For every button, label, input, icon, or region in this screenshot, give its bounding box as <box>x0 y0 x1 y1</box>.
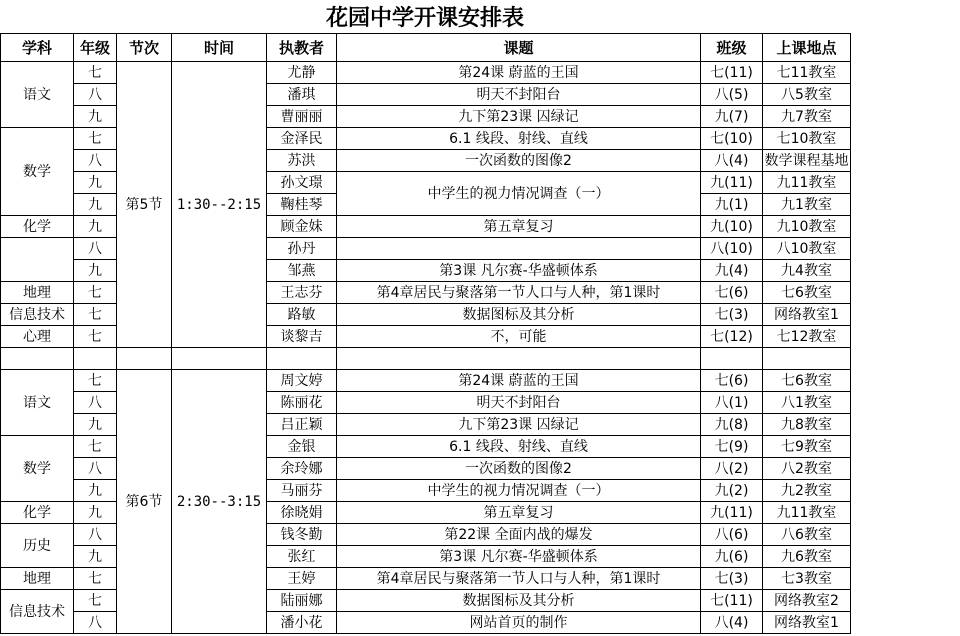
subject-cell-empty <box>1 238 74 282</box>
gap-cell <box>701 348 763 370</box>
teacher-cell: 苏洪 <box>267 150 337 172</box>
subject-cell: 地理 <box>1 282 74 304</box>
class-cell: 八(1) <box>701 392 763 414</box>
class-cell: 九(11) <box>701 502 763 524</box>
teacher-cell: 孙丹 <box>267 238 337 260</box>
gap-cell <box>172 348 267 370</box>
grade-cell: 九 <box>74 194 117 216</box>
teacher-cell: 谈黎吉 <box>267 326 337 348</box>
topic-cell: 第五章复习 <box>337 216 701 238</box>
class-cell: 七(6) <box>701 282 763 304</box>
grade-cell: 九 <box>74 480 117 502</box>
class-cell: 七(6) <box>701 370 763 392</box>
teacher-cell: 马丽芬 <box>267 480 337 502</box>
period-cell: 第6节 <box>117 370 172 634</box>
teacher-cell: 徐晓娟 <box>267 502 337 524</box>
gap-cell <box>117 348 172 370</box>
header-grade: 年级 <box>74 34 117 62</box>
room-cell: 七12教室 <box>763 326 851 348</box>
teacher-cell: 潘琪 <box>267 84 337 106</box>
teacher-cell: 陆丽娜 <box>267 590 337 612</box>
teacher-cell: 吕正颖 <box>267 414 337 436</box>
room-cell: 九10教室 <box>763 216 851 238</box>
grade-cell: 七 <box>74 282 117 304</box>
teacher-cell: 余玲娜 <box>267 458 337 480</box>
topic-cell <box>337 238 701 260</box>
header-teacher: 执教者 <box>267 34 337 62</box>
room-cell: 八5教室 <box>763 84 851 106</box>
topic-cell: 不，可能 <box>337 326 701 348</box>
grade-cell: 九 <box>74 546 117 568</box>
topic-cell: 九下第23课 囚绿记 <box>337 414 701 436</box>
room-cell: 九2教室 <box>763 480 851 502</box>
grade-cell: 九 <box>74 260 117 282</box>
grade-cell: 七 <box>74 568 117 590</box>
header-row <box>1 34 851 62</box>
subject-cell: 心理 <box>1 326 74 348</box>
teacher-cell: 王志芬 <box>267 282 337 304</box>
teacher-cell: 鞠桂琴 <box>267 194 337 216</box>
room-cell: 九4教室 <box>763 260 851 282</box>
class-cell: 八(6) <box>701 524 763 546</box>
subject-cell: 化学 <box>1 502 74 524</box>
class-cell: 七(3) <box>701 568 763 590</box>
gap-cell <box>74 348 117 370</box>
topic-cell: 第24课 蔚蓝的王国 <box>337 370 701 392</box>
class-cell: 九(11) <box>701 172 763 194</box>
room-cell: 九7教室 <box>763 106 851 128</box>
grade-cell: 九 <box>74 172 117 194</box>
page-title: 花园中学开课安排表 <box>325 5 524 31</box>
time-cell: 1:30--2:15 <box>172 62 267 348</box>
gap-cell <box>763 348 851 370</box>
subject-cell: 数学 <box>1 128 74 216</box>
room-cell: 九6教室 <box>763 546 851 568</box>
room-cell: 九11教室 <box>763 172 851 194</box>
grade-cell: 七 <box>74 128 117 150</box>
header-room: 上课地点 <box>763 34 851 62</box>
class-cell: 九(7) <box>701 106 763 128</box>
class-cell: 八(2) <box>701 458 763 480</box>
room-cell: 八2教室 <box>763 458 851 480</box>
room-cell: 九1教室 <box>763 194 851 216</box>
grade-cell: 八 <box>74 458 117 480</box>
topic-cell: 明天不封阳台 <box>337 84 701 106</box>
room-cell: 九11教室 <box>763 502 851 524</box>
teacher-cell: 顾金妹 <box>267 216 337 238</box>
grade-cell: 八 <box>74 238 117 260</box>
grade-cell: 八 <box>74 524 117 546</box>
class-cell: 七(9) <box>701 436 763 458</box>
subject-cell: 历史 <box>1 524 74 568</box>
header-subject: 学科 <box>1 34 74 62</box>
gap-cell <box>337 348 701 370</box>
class-cell: 八(10) <box>701 238 763 260</box>
class-cell: 七(3) <box>701 304 763 326</box>
class-cell: 九(2) <box>701 480 763 502</box>
topic-cell: 第五章复习 <box>337 502 701 524</box>
grade-cell: 七 <box>74 370 117 392</box>
header-time: 时间 <box>172 34 267 62</box>
topic-cell: 一次函数的图像2 <box>337 458 701 480</box>
time-cell: 2:30--3:15 <box>172 370 267 634</box>
subject-cell: 地理 <box>1 568 74 590</box>
grade-cell: 九 <box>74 216 117 238</box>
topic-cell: 数据图标及其分析 <box>337 590 701 612</box>
topic-cell: 第3课 凡尔赛-华盛顿体系 <box>337 260 701 282</box>
teacher-cell: 邹燕 <box>267 260 337 282</box>
room-cell: 数学课程基地 <box>763 150 851 172</box>
topic-cell: 第4章居民与聚落第一节人口与人种，第1课时 <box>337 282 701 304</box>
room-cell: 八1教室 <box>763 392 851 414</box>
grade-cell: 九 <box>74 502 117 524</box>
room-cell: 网络教室2 <box>763 590 851 612</box>
class-cell: 七(12) <box>701 326 763 348</box>
teacher-cell: 曹丽丽 <box>267 106 337 128</box>
header-topic: 课题 <box>337 34 701 62</box>
grade-cell: 八 <box>74 392 117 414</box>
class-cell: 九(1) <box>701 194 763 216</box>
subject-cell: 数学 <box>1 436 74 502</box>
grade-cell: 九 <box>74 106 117 128</box>
subject-cell: 语文 <box>1 370 74 436</box>
class-cell: 九(10) <box>701 216 763 238</box>
class-cell: 八(4) <box>701 150 763 172</box>
teacher-cell: 张红 <box>267 546 337 568</box>
grade-cell: 七 <box>74 304 117 326</box>
header-class: 班级 <box>701 34 763 62</box>
subject-cell: 信息技术 <box>1 590 74 634</box>
room-cell: 网络教室1 <box>763 304 851 326</box>
topic-cell: 第24课 蔚蓝的王国 <box>337 62 701 84</box>
schedule-table <box>0 33 851 634</box>
room-cell: 七6教室 <box>763 282 851 304</box>
grade-cell: 七 <box>74 62 117 84</box>
subject-cell: 化学 <box>1 216 74 238</box>
table-row <box>1 62 851 84</box>
grade-cell: 七 <box>74 326 117 348</box>
class-cell: 九(6) <box>701 546 763 568</box>
class-cell: 八(5) <box>701 84 763 106</box>
topic-cell: 中学生的视力情况调查（一） <box>337 172 701 216</box>
table-row <box>1 370 851 392</box>
class-cell: 七(11) <box>701 590 763 612</box>
grade-cell: 七 <box>74 590 117 612</box>
topic-cell: 6.1 线段、射线、直线 <box>337 436 701 458</box>
room-cell: 七3教室 <box>763 568 851 590</box>
topic-cell: 第22课 全面内战的爆发 <box>337 524 701 546</box>
topic-cell: 数据图标及其分析 <box>337 304 701 326</box>
teacher-cell: 金泽民 <box>267 128 337 150</box>
grade-cell: 八 <box>74 612 117 634</box>
room-cell: 七10教室 <box>763 128 851 150</box>
grade-cell: 八 <box>74 150 117 172</box>
room-cell: 九8教室 <box>763 414 851 436</box>
teacher-cell: 周文婷 <box>267 370 337 392</box>
room-cell: 七11教室 <box>763 62 851 84</box>
class-cell: 七(10) <box>701 128 763 150</box>
topic-cell: 6.1 线段、射线、直线 <box>337 128 701 150</box>
teacher-cell: 陈丽花 <box>267 392 337 414</box>
subject-cell: 信息技术 <box>1 304 74 326</box>
class-cell: 九(4) <box>701 260 763 282</box>
room-cell: 网络教室1 <box>763 612 851 634</box>
room-cell: 七6教室 <box>763 370 851 392</box>
topic-cell: 明天不封阳台 <box>337 392 701 414</box>
teacher-cell: 王婷 <box>267 568 337 590</box>
topic-cell: 第3课 凡尔赛-华盛顿体系 <box>337 546 701 568</box>
class-cell: 九(8) <box>701 414 763 436</box>
topic-cell: 第4章居民与聚落第一节人口与人种，第1课时 <box>337 568 701 590</box>
header-period: 节次 <box>117 34 172 62</box>
grade-cell: 八 <box>74 84 117 106</box>
topic-cell: 一次函数的图像2 <box>337 150 701 172</box>
section-gap-row <box>1 348 851 370</box>
teacher-cell: 尤静 <box>267 62 337 84</box>
period-cell: 第5节 <box>117 62 172 348</box>
class-cell: 八(4) <box>701 612 763 634</box>
class-cell: 七(11) <box>701 62 763 84</box>
topic-cell: 中学生的视力情况调查（一） <box>337 480 701 502</box>
teacher-cell: 路敏 <box>267 304 337 326</box>
gap-cell <box>1 348 74 370</box>
grade-cell: 九 <box>74 414 117 436</box>
teacher-cell: 钱冬勤 <box>267 524 337 546</box>
room-cell: 七9教室 <box>763 436 851 458</box>
topic-cell: 网站首页的制作 <box>337 612 701 634</box>
subject-cell: 语文 <box>1 62 74 128</box>
room-cell: 八6教室 <box>763 524 851 546</box>
teacher-cell: 金银 <box>267 436 337 458</box>
teacher-cell: 孙文璟 <box>267 172 337 194</box>
teacher-cell: 潘小花 <box>267 612 337 634</box>
grade-cell: 七 <box>74 436 117 458</box>
topic-cell: 九下第23课 囚绿记 <box>337 106 701 128</box>
gap-cell <box>267 348 337 370</box>
room-cell: 八10教室 <box>763 238 851 260</box>
